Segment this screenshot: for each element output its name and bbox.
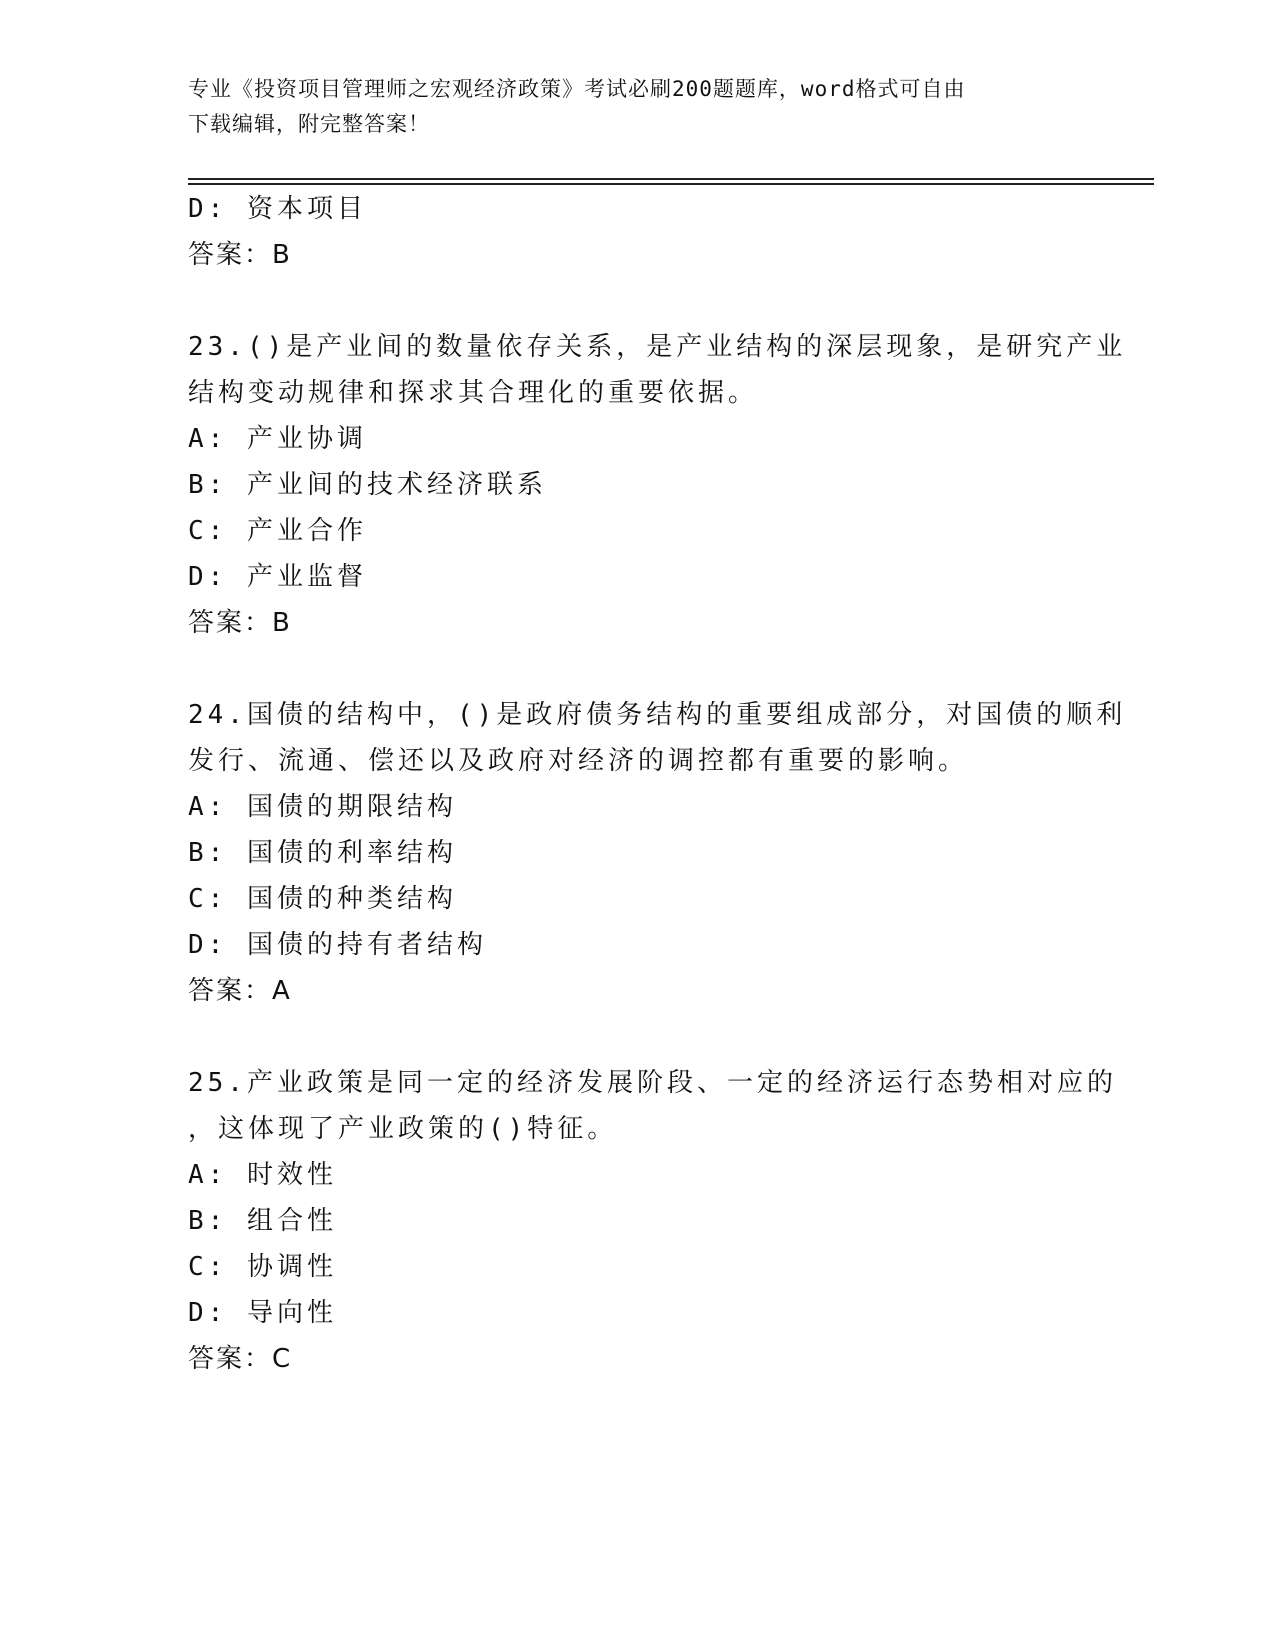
question-24 — [188, 692, 1127, 1014]
option-b: B: 产业间的技术经济联系 — [188, 470, 547, 500]
option-a: A: 国债的期限结构 — [188, 792, 457, 822]
option-a: A: 产业协调 — [188, 424, 367, 454]
answer: 答案：C — [188, 1344, 293, 1374]
option-c: C: 产业合作 — [188, 516, 367, 546]
question-stem-line-1: 24.国债的结构中，()是政府债务结构的重要组成部分，对国债的顺利 — [188, 700, 1127, 730]
header-divider-bottom — [188, 183, 1154, 185]
question-stem-line-1: 23.()是产业间的数量依存关系，是产业结构的深层现象，是研究产业 — [188, 332, 1127, 362]
answer: 答案：B — [188, 240, 292, 270]
question-stem-line-2: ，这体现了产业政策的()特征。 — [188, 1114, 618, 1144]
option-c: C: 协调性 — [188, 1252, 337, 1282]
option-c: C: 国债的种类结构 — [188, 884, 457, 914]
previous-question-tail — [188, 186, 1088, 278]
question-23 — [188, 324, 1127, 646]
question-stem-line-2: 结构变动规律和探求其合理化的重要依据。 — [188, 378, 759, 408]
option-b: B: 组合性 — [188, 1206, 337, 1236]
header-divider-top — [188, 178, 1154, 180]
option-a: A: 时效性 — [188, 1160, 337, 1190]
question-stem-line-2: 发行、流通、偿还以及政府对经济的调控都有重要的影响。 — [188, 746, 969, 776]
document-header — [188, 72, 1088, 142]
document-body — [188, 186, 1127, 1382]
question-25 — [188, 1060, 1117, 1382]
answer: 答案：B — [188, 608, 292, 638]
option-d: D: 资本项目 — [188, 194, 367, 224]
question-stem-line-1: 25.产业政策是同一定的经济发展阶段、一定的经济运行态势相对应的 — [188, 1068, 1117, 1098]
option-d: D: 导向性 — [188, 1298, 337, 1328]
header-line-1: 专业《投资项目管理师之宏观经济政策》考试必刷200题题库，word格式可自由 — [188, 77, 966, 101]
spacer — [188, 1014, 1088, 1060]
option-b: B: 国债的利率结构 — [188, 838, 457, 868]
spacer — [188, 646, 1088, 692]
header-line-2: 下载编辑，附完整答案！ — [188, 112, 430, 136]
spacer — [188, 278, 1088, 324]
option-d: D: 国债的持有者结构 — [188, 930, 487, 960]
option-d: D: 产业监督 — [188, 562, 367, 592]
answer: 答案：A — [188, 976, 292, 1006]
